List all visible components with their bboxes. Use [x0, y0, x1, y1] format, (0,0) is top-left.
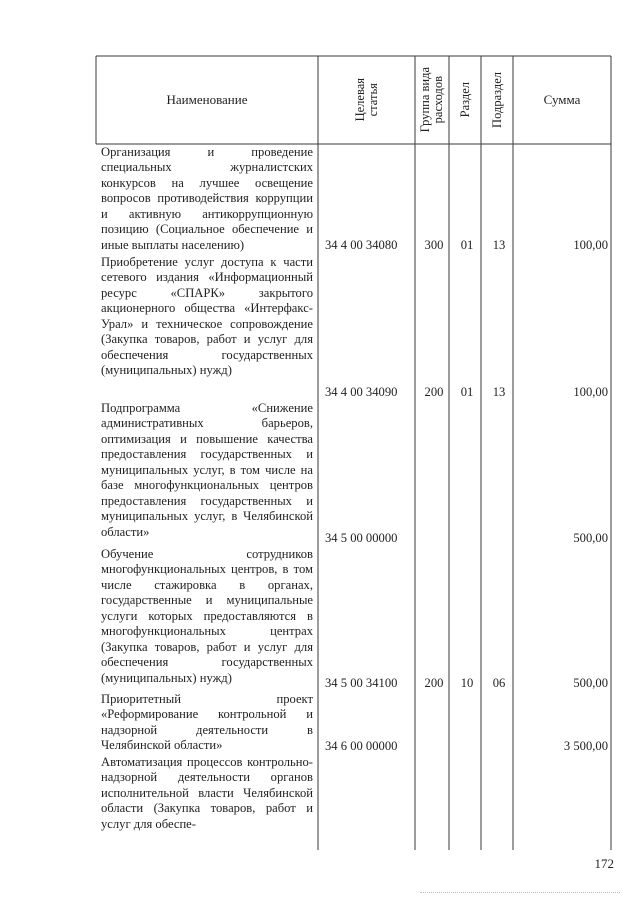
header-subsection [482, 56, 512, 144]
row-1-section: 01 [460, 238, 474, 252]
header-subsection-label: Подраздел [489, 72, 504, 128]
row-6-name: Автоматизация процессов контрольно-надзорной деятельности органов исполнительной власти Челябинской области (Закупка товаров, работ и услуг для обеспе- [101, 755, 313, 831]
row-2-sum: 100,00 [573, 385, 608, 399]
header-group [416, 56, 448, 144]
header-sum [514, 56, 610, 144]
scan-edge-dots [420, 892, 620, 893]
header-target-label: Целевая статья [352, 78, 380, 122]
row-1-sum: 100,00 [573, 238, 608, 252]
row-2-section: 01 [460, 385, 474, 399]
row-4-section: 10 [460, 676, 474, 690]
row-1-code: 34 4 00 34080 [325, 238, 398, 252]
row-3-name: Подпрограмма «Снижение административных барьеров, оптимизация и повышение качества предоставления государственных и муниципальных услуг, в том числе на базе многофункциональных центров предоставления государственных и муниципальных услуг, в Челябинской области» [101, 401, 313, 539]
row-4-sum: 500,00 [573, 676, 608, 690]
row-1-group: 300 [424, 238, 444, 252]
row-2-code: 34 4 00 34090 [325, 385, 398, 399]
header-name [97, 56, 317, 144]
row-4-subsection: 06 [492, 676, 506, 690]
row-1-name: Организация и проведение специальных журналистских конкурсов на лучшее освещение вопросов противодействия коррупции и активную антикоррупционную позицию (Социальное обеспечение и иные выплаты населению) [101, 145, 313, 252]
row-5-code: 34 6 00 00000 [325, 739, 398, 753]
row-5-sum: 3 500,00 [563, 739, 608, 753]
header-section-label: Раздел [457, 82, 472, 118]
header-sum-label: Сумма [543, 92, 581, 107]
row-4-name: Обучение сотрудников многофункциональных центров, в том числе стажировка в органах, государственные и муниципальные услуги которых предоставляются в многофункциональных центрах (Закупка товаров, работ и услуг для обеспечения государственных (муниципальных) нужд) [101, 547, 313, 685]
row-3-sum: 500,00 [573, 531, 608, 545]
header-name-label: Наименование [166, 92, 248, 107]
row-2-subsection: 13 [492, 385, 506, 399]
row-4-code: 34 5 00 34100 [325, 676, 398, 690]
row-5-name: Приоритетный проект «Реформирование контрольной и надзорной деятельности в Челябинской области» [101, 692, 313, 753]
header-target [319, 56, 414, 144]
page-number: 172 [594, 856, 614, 871]
row-2-name: Приобретение услуг доступа к части сетевого издания «Информационный ресурс «СПАРК» закрытого акционерного общества «Интерфакс-Урал» и техническое сопровождение (Закупка товаров, работ и услуг для обеспечения государственных (муниципальных) нужд) [101, 255, 313, 378]
header-section [450, 56, 480, 144]
row-3-code: 34 5 00 00000 [325, 531, 398, 545]
row-4-group: 200 [424, 676, 444, 690]
row-1-subsection: 13 [492, 238, 506, 252]
header-group-label: Группа вида расходов [418, 67, 445, 133]
row-2-group: 200 [424, 385, 444, 399]
